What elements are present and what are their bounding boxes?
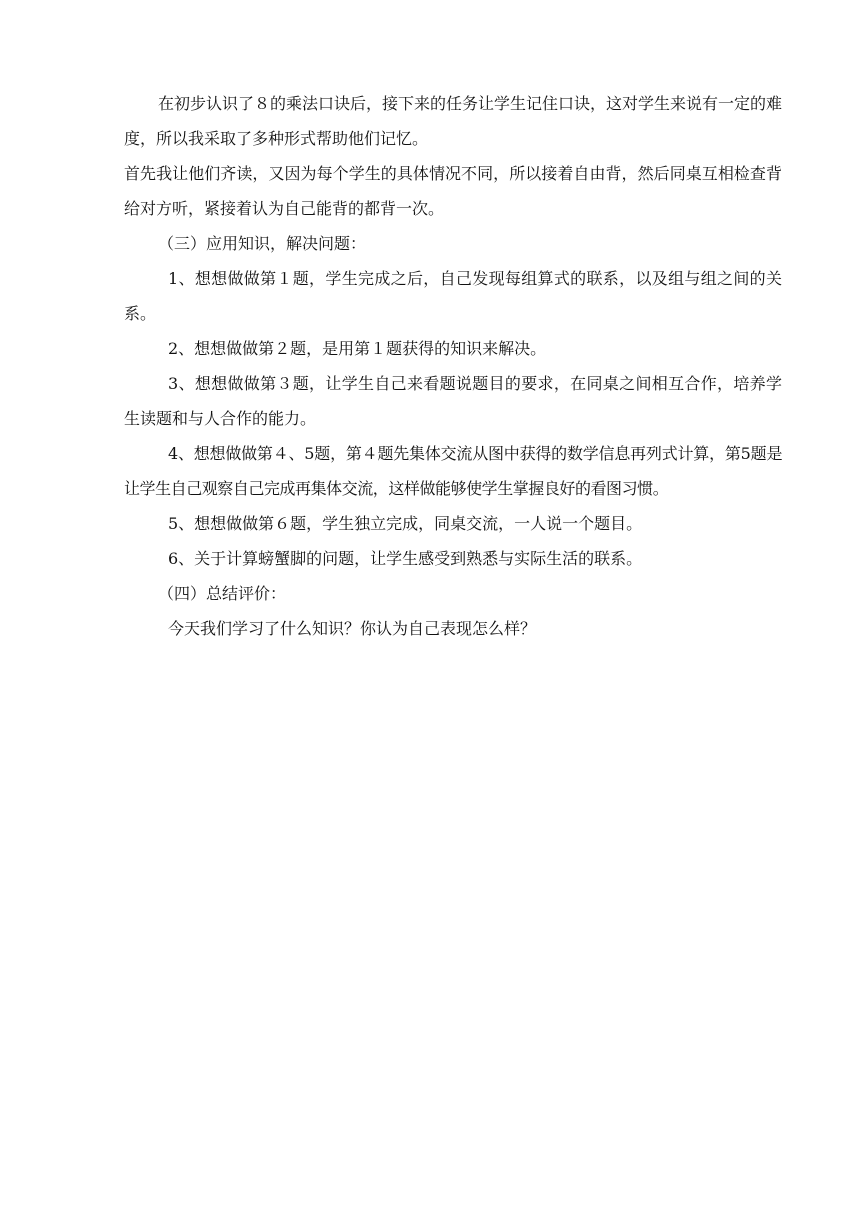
document-body — [124, 86, 782, 646]
list-item-4: 4、想想做做第４、5题，第４题先集体交流从图中获得的数学信息再列式计算，第5题是让学生自己观察自己完成再集体交流，这样做能够使学生掌握良好的看图习惯。 — [124, 444, 782, 498]
section-heading-summary: （四）总结评价： — [158, 584, 287, 603]
section-heading-apply: （三）应用知识，解决问题： — [158, 234, 367, 253]
paragraph-intro: 在初步认识了８的乘法口诀后，接下来的任务让学生记住口诀，这对学生来说有一定的难度，所以我采取了多种形式帮助他们记忆。 — [124, 94, 783, 148]
list-item-6: 6、关于计算螃蟹脚的问题，让学生感受到熟悉与实际生活的联系。 — [168, 549, 643, 568]
list-item-5: 5、想想做做第６题，学生独立完成，同桌交流，一人说一个题目。 — [168, 514, 643, 533]
list-item-2: 2、想想做做第２题，是用第１题获得的知识来解决。 — [168, 339, 547, 358]
paragraph-recitation: 首先我让他们齐读，又因为每个学生的具体情况不同，所以接着自由背，然后同桌互相检查背给对方听，紧接着认为自己能背的都背一次。 — [124, 164, 782, 218]
list-item-3: 3、想想做做第３题，让学生自己来看题说题目的要求，在同桌之间相互合作，培养学生读题和与人合作的能力。 — [124, 374, 782, 428]
paragraph-summary-question: 今天我们学习了什么知识？你认为自己表现怎么样？ — [168, 619, 537, 638]
list-item-1: 1、想想做做第１题，学生完成之后，自己发现每组算式的联系，以及组与组之间的关系。 — [124, 269, 782, 323]
